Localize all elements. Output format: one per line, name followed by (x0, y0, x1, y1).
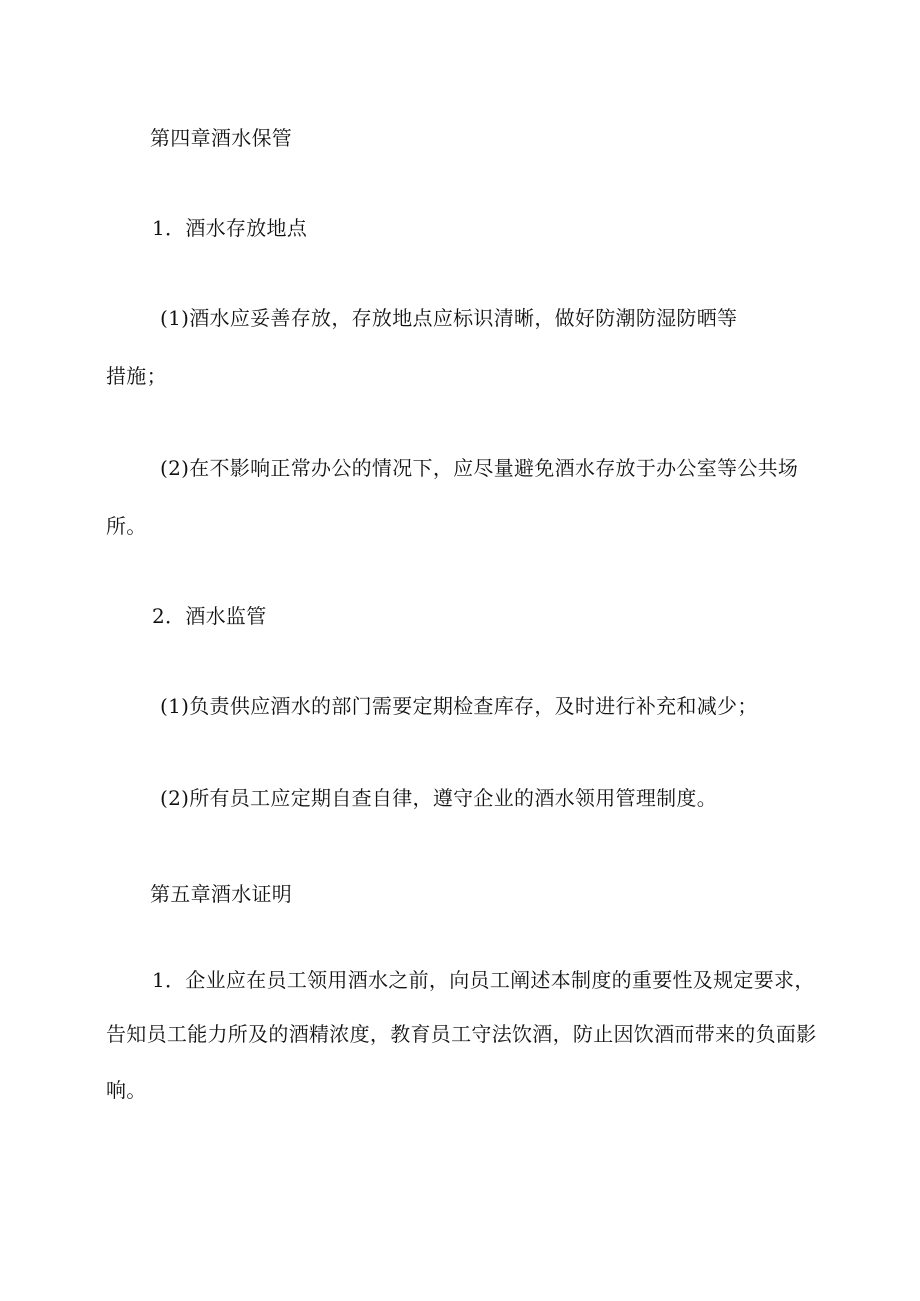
paragraph-5-1-line-1 (152, 968, 815, 992)
section-number: 1 (152, 216, 166, 240)
section-number: 2 (152, 604, 166, 628)
item-4-1-2-line-1: (2)在不影响正常办公的情况下，应尽量避免酒水存放于办公室等公共场 (160, 456, 799, 480)
paragraph-5-1-line-3: 响。 (106, 1078, 147, 1102)
section-number: 1 (152, 968, 166, 992)
section-heading-text: ．酒水监管 (165, 604, 267, 628)
section-4-1-heading (152, 216, 307, 240)
paragraph-5-1-line-2: 告知员工能力所及的酒精浓度，教育员工守法饮酒，防止因饮酒而带来的负面影 (106, 1022, 817, 1046)
paragraph-text: ．企业应在员工领用酒水之前，向员工阐述本制度的重要性及规定要求， (165, 968, 815, 992)
item-4-1-2-line-2: 所。 (106, 514, 147, 538)
item-4-2-2: (2)所有员工应定期自查自律，遵守企业的酒水领用管理制度。 (160, 786, 718, 810)
section-heading-text: ．酒水存放地点 (165, 216, 308, 240)
section-4-2-heading (152, 604, 267, 628)
chapter-4-title: 第四章酒水保管 (150, 126, 293, 150)
item-4-1-1-line-1: (1)酒水应妥善存放，存放地点应标识清晰，做好防潮防湿防晒等 (160, 306, 738, 330)
chapter-5-title: 第五章酒水证明 (150, 882, 293, 906)
item-4-2-1: (1)负责供应酒水的部门需要定期检查库存，及时进行补充和减少； (160, 694, 758, 718)
item-4-1-1-line-2: 措施； (106, 364, 167, 388)
